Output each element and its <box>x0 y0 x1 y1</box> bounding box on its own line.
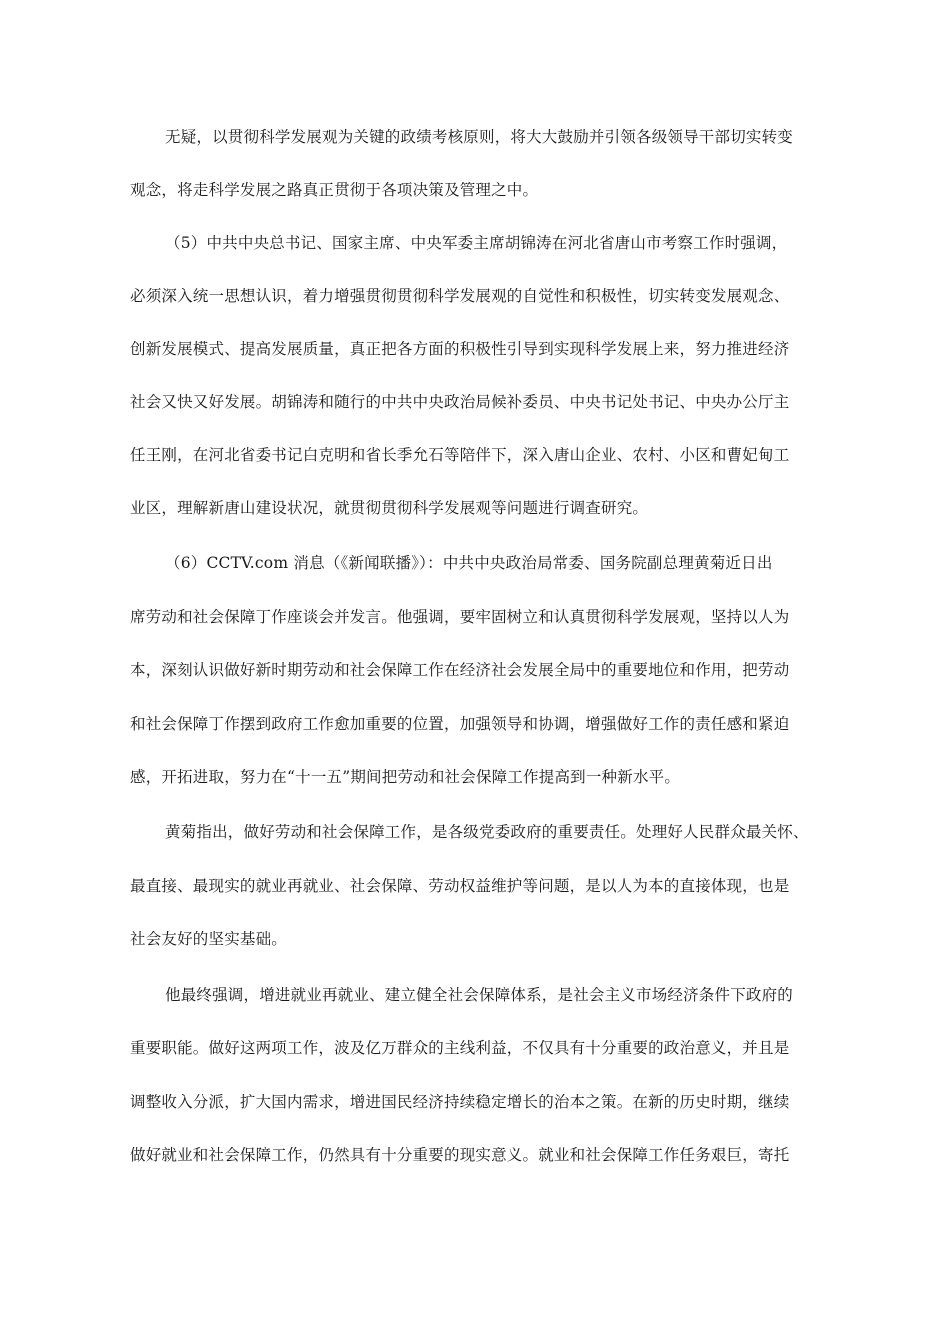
paragraph-line: 调整收入分派，扩大国内需求，增进国民经济持续稳定增长的治本之策。在新的历史时期，继续 <box>130 1093 790 1111</box>
paragraph-line: 和社会保障丁作摆到政府工作愈加重要的位置，加强领导和协调，增强做好工作的责任感和紧迫 <box>130 715 790 733</box>
paragraph-line: 重要职能。做好这两项工作，波及亿万群众的主线利益，不仅具有十分重要的政治意义，并且是 <box>130 1039 790 1057</box>
paragraph-line: 社会又快又好发展。胡锦涛和随行的中共中央政治局候补委员、中央书记处书记、中央办公厅主 <box>130 393 790 411</box>
paragraph-line: 无疑，以贯彻科学发展观为关键的政绩考核原则，将大大鼓励并引领各级领导干部切实转变 <box>165 128 794 146</box>
paragraph-line: 做好就业和社会保障工作，仍然具有十分重要的现实意义。就业和社会保障工作任务艰巨，寄托 <box>130 1146 790 1164</box>
paragraph-line: 业区，理解新唐山建设状况，就贯彻贯彻科学发展观等问题进行调查研究。 <box>130 499 649 517</box>
paragraph-line: （6）CCTV.com 消息（《新闻联播》）：中共中央政治局常委、国务院副总理黄菊近日出 <box>165 554 773 572</box>
paragraph-line: 席劳动和社会保障丁作座谈会并发言。他强调，要牢固树立和认真贯彻科学发展观，坚持以人为 <box>130 608 790 626</box>
paragraph-line: （5）中共中央总书记、国家主席、中央军委主席胡锦涛在河北省唐山市考察工作时强调， <box>165 234 788 252</box>
paragraph-line: 社会友好的坚实基础。 <box>130 930 288 948</box>
paragraph-line: 他最终强调，增进就业再就业、建立健全社会保障体系，是社会主义市场经济条件下政府的 <box>165 986 794 1004</box>
paragraph-line: 创新发展模式、提高发展质量，真正把各方面的积极性引导到实现科学发展上来，努力推进经济 <box>130 340 790 358</box>
paragraph-line: 感，开拓进取，努力在“十一五”期间把劳动和社会保障工作提高到一种新水平。 <box>130 768 681 786</box>
paragraph-line: 黄菊指出，做好劳动和社会保障工作，是各级党委政府的重要责任。处理好人民群众最关怀、 <box>165 823 809 841</box>
paragraph-line: 任王刚，在河北省委书记白克明和省长季允石等陪伴下，深入唐山企业、农村、小区和曹妃甸工 <box>130 446 790 464</box>
paragraph-line: 观念，将走科学发展之路真正贯彻于各项决策及管理之中。 <box>130 181 539 199</box>
paragraph-line: 本，深刻认识做好新时期劳动和社会保障工作在经济社会发展全局中的重要地位和作用，把劳动 <box>130 661 790 679</box>
paragraph-line: 最直接、最现实的就业再就业、社会保障、劳动权益维护等问题，是以人为本的直接体现，也是 <box>130 877 790 895</box>
paragraph-line: 必须深入统一思想认识，着力增强贯彻贯彻科学发展观的自觉性和积极性，切实转变发展观念、 <box>130 287 790 305</box>
